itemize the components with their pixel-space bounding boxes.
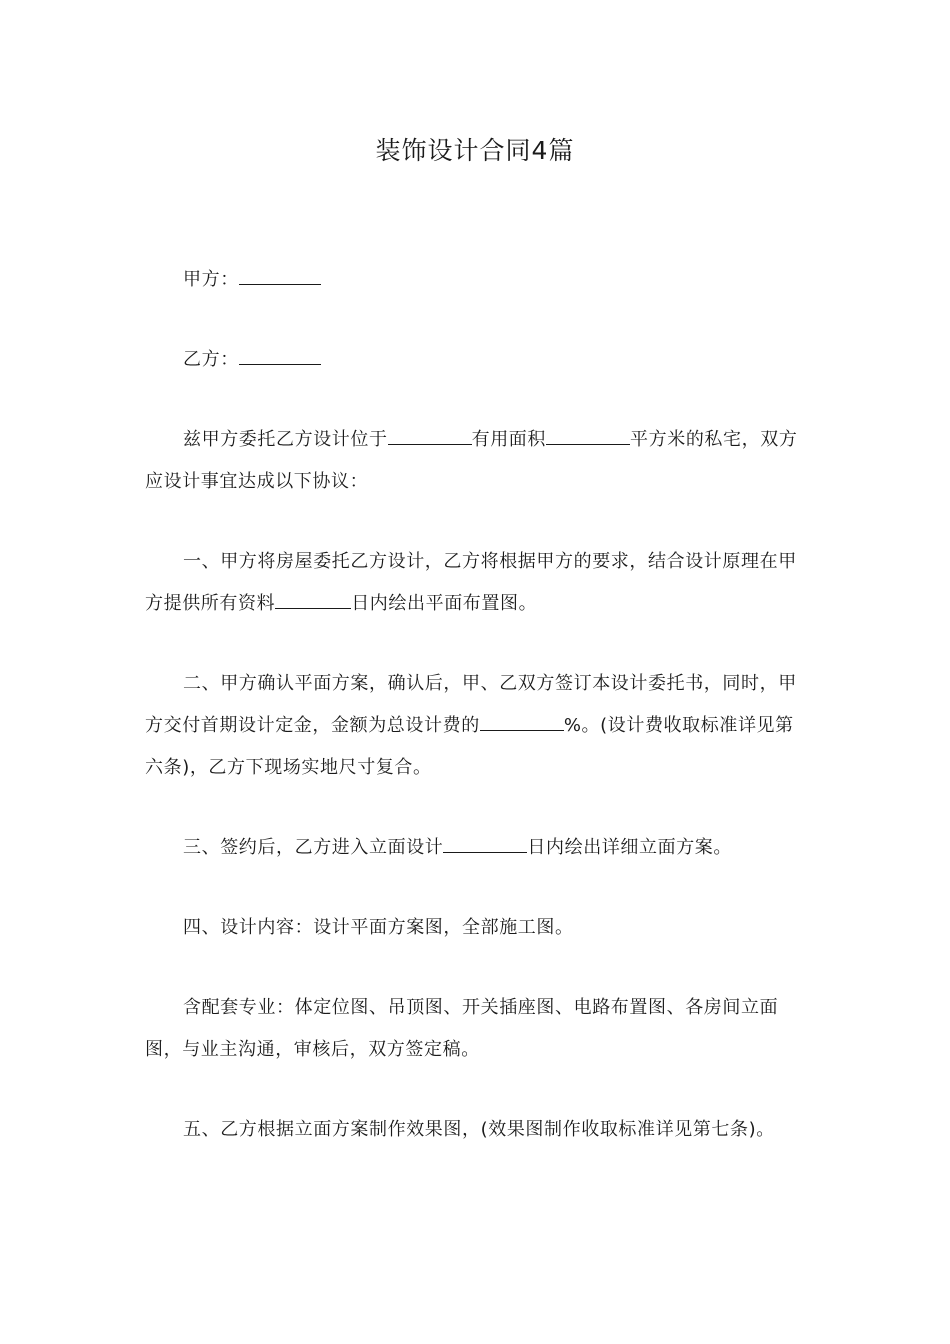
party-b-line <box>145 339 805 381</box>
party-a-label: 甲方： <box>183 269 239 290</box>
intro-paragraph <box>145 419 805 503</box>
clause-2-text-2: %。(设计费收取标准详见第六条)，乙方下现场实地尺寸复合。 <box>145 715 794 778</box>
clause-4: 四、设计内容：设计平面方案图，全部施工图。 <box>183 917 574 938</box>
intro-text-1: 兹甲方委托乙方设计位于 <box>183 429 388 450</box>
party-a-blank <box>239 266 321 285</box>
clause-1-text-2: 日内绘出平面布置图。 <box>351 593 538 614</box>
clause-5: 五、乙方根据立面方案制作效果图，(效果图制作收取标准详见第七条)。 <box>183 1119 775 1140</box>
intro-text-2: 有用面积 <box>471 429 547 450</box>
clause-1-text-1: 一、甲方将房屋委托乙方设计，乙方将根据甲方的要求，结合设计原理在甲方提供所有资料 <box>145 551 797 614</box>
area-blank <box>546 426 630 445</box>
clause-3-days-blank <box>443 834 527 853</box>
clause-3 <box>145 827 805 869</box>
clause-3-text-1: 三、签约后，乙方进入立面设计 <box>183 837 444 858</box>
deposit-percent-blank <box>480 712 564 731</box>
clause-1 <box>145 541 805 625</box>
document-title: 装饰设计合同4篇 <box>375 136 575 165</box>
party-b-label: 乙方： <box>183 349 239 370</box>
location-blank <box>388 426 472 445</box>
clause-3-text-2: 日内绘出详细立面方案。 <box>527 837 733 858</box>
party-a-line <box>145 259 805 301</box>
clause-2 <box>145 663 805 789</box>
party-b-blank <box>239 346 321 365</box>
clause-1-days-blank <box>275 590 351 609</box>
clause-2-text-1: 二、甲方确认平面方案，确认后，甲、乙双方签订本设计委托书，同时，甲方交付首期设计定金，金额为总设计费的 <box>145 673 797 736</box>
supporting-specialties: 含配套专业：体定位图、吊顶图、开关插座图、电路布置图、各房间立面图，与业主沟通，审核后，双方签定稿。 <box>145 997 779 1060</box>
intro-text-3: 平方米的私宅，双方应设计事宜达成以下协议： <box>145 429 798 492</box>
